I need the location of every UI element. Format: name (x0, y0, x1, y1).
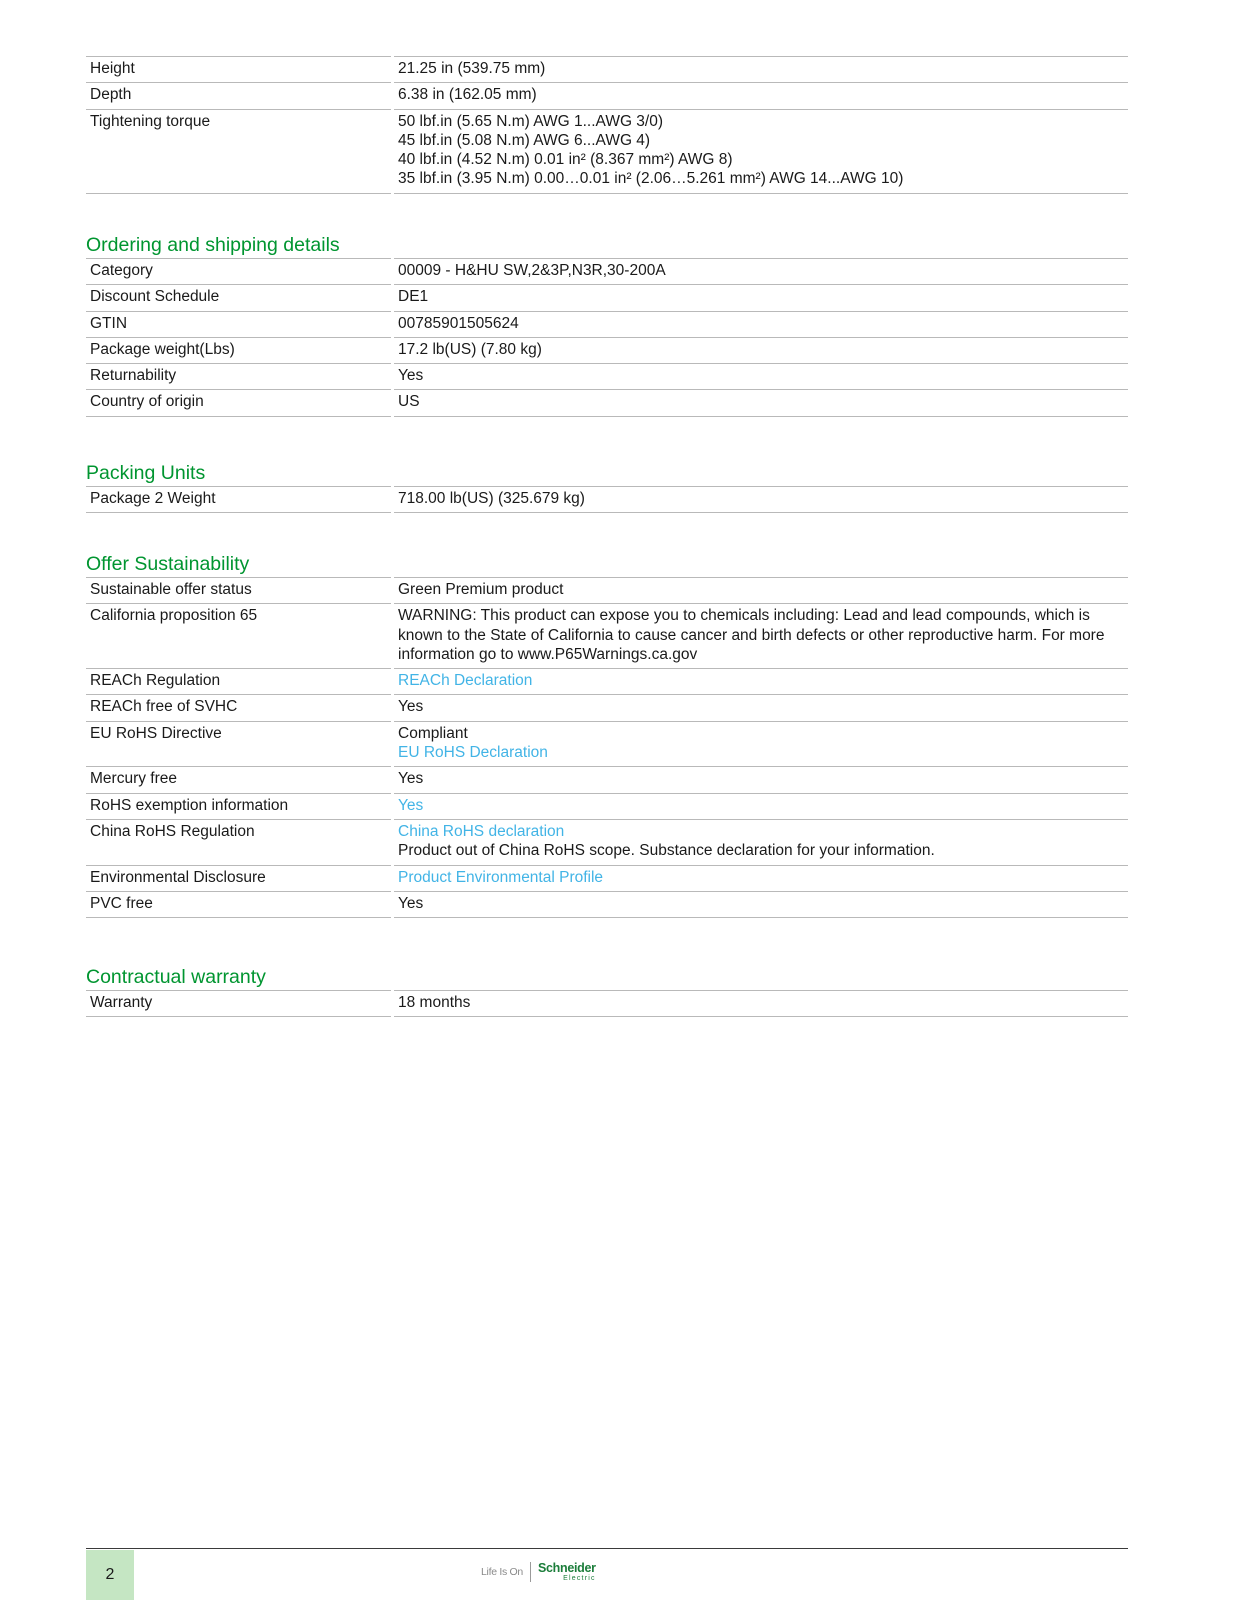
brand-tagline: Life Is On (481, 1566, 523, 1578)
warranty-section (86, 964, 1128, 1017)
packing-table (86, 486, 1128, 513)
spec-value-text: 21.25 in (539.75 mm) (398, 60, 546, 77)
spec-value (393, 83, 1129, 109)
spec-value-text: 17.2 lb(US) (7.80 kg) (398, 340, 542, 358)
spec-label: Package weight(Lbs) (86, 337, 393, 363)
spec-value (393, 819, 1129, 865)
spec-row-eu-rohs-directive (86, 721, 1128, 767)
schneider-logo-icon (538, 1562, 596, 1582)
spec-label: Mercury free (86, 767, 393, 793)
spec-value-link[interactable]: Product Environmental Profile (398, 868, 604, 886)
spec-value-text: 718.00 lb(US) (325.679 kg) (398, 490, 585, 507)
spec-value-text: US (398, 393, 420, 411)
spec-value-text: Yes (398, 894, 424, 912)
spec-row-sustainable-offer-status (86, 578, 1128, 604)
spec-label: Environmental Disclosure (86, 865, 393, 891)
spec-row-returnability (86, 364, 1128, 390)
spec-value-text: 6.38 in (162.05 mm) (398, 86, 537, 104)
sustainability-table (86, 577, 1128, 918)
spec-row-pvc-free (86, 891, 1128, 917)
spec-row-california-proposition-65 (86, 604, 1128, 669)
spec-label: REACh Regulation (86, 669, 393, 695)
spec-value-text: Yes (398, 770, 424, 788)
spec-value-text: 45 lbf.in (5.08 N.m) AWG 6...AWG 4) (398, 131, 651, 149)
spec-value-text: Yes (398, 367, 424, 385)
spec-row-discount-schedule (86, 285, 1128, 311)
spec-row-china-rohs-regulation (86, 819, 1128, 865)
ordering-section (86, 232, 1128, 417)
ordering-table (86, 258, 1128, 417)
spec-label: Warranty (86, 991, 393, 1017)
dimensions-table (86, 56, 1128, 194)
spec-label: Height (86, 57, 393, 83)
spec-value (393, 695, 1129, 721)
spec-row-environmental-disclosure (86, 865, 1128, 891)
ordering-section-title: Ordering and shipping details (86, 234, 340, 256)
spec-value-link[interactable]: Yes (398, 796, 424, 814)
spec-value (393, 793, 1129, 819)
spec-value (393, 259, 1129, 285)
dimensions-section (86, 56, 1128, 194)
spec-row-country-of-origin (86, 390, 1128, 416)
spec-row-package-2-weight (86, 487, 1128, 513)
spec-value (393, 865, 1129, 891)
spec-label: Tightening torque (86, 109, 393, 193)
spec-value-text: 35 lbf.in (3.95 N.m) 0.00…0.01 in² (2.06…5.261 mm²) AWG 14...AWG 10) (398, 170, 904, 188)
spec-row-category (86, 259, 1128, 285)
brand-separator (530, 1562, 531, 1582)
spec-row-gtin (86, 311, 1128, 337)
spec-value-text: 40 lbf.in (4.52 N.m) 0.01 in² (8.367 mm²) AWG 8) (398, 151, 733, 169)
spec-value-link[interactable]: China RoHS declaration (398, 822, 565, 840)
packing-section (86, 460, 1128, 513)
spec-label: GTIN (86, 311, 393, 337)
spec-value (393, 364, 1129, 390)
spec-value-text: Yes (398, 698, 424, 716)
spec-value-text: 18 months (398, 994, 471, 1011)
spec-value (393, 604, 1129, 669)
spec-label: REACh free of SVHC (86, 695, 393, 721)
spec-value-text: 50 lbf.in (5.65 N.m) AWG 1...AWG 3/0) (398, 112, 664, 130)
spec-row-warranty (86, 991, 1128, 1017)
brand-logo (481, 1559, 596, 1585)
spec-value (393, 721, 1129, 767)
brand-name: Schneider (537, 1561, 596, 1576)
spec-value-text: Compliant (398, 724, 468, 742)
footer-divider (86, 1548, 1128, 1549)
spec-value (393, 57, 1129, 83)
spec-label: Returnability (86, 364, 393, 390)
sustainability-section-title: Offer Sustainability (86, 553, 250, 575)
spec-value (393, 109, 1129, 193)
spec-label: Depth (86, 83, 393, 109)
spec-row-mercury-free (86, 767, 1128, 793)
spec-row-reach-free-of-svhc (86, 695, 1128, 721)
spec-label: Country of origin (86, 390, 393, 416)
spec-label: Discount Schedule (86, 285, 393, 311)
sustainability-section (86, 551, 1128, 918)
page-number-text: 2 (105, 1566, 115, 1583)
spec-value-text: WARNING: This product can expose you to chemicals including: Lead and lead compounds, which is known to the State of California to cause cancer and birth defects or other reproductive harm. For more information go to www.P65Warnings.ca.gov (398, 607, 1105, 663)
spec-label: China RoHS Regulation (86, 819, 393, 865)
spec-row-tightening-torque (86, 109, 1128, 193)
spec-row-rohs-exemption-information (86, 793, 1128, 819)
spec-value-link[interactable]: EU RoHS Declaration (398, 744, 548, 762)
spec-value-text: 00009 - H&HU SW,2&3P,N3R,30-200A (398, 262, 666, 279)
spec-value-text: Product out of China RoHS scope. Substance declaration for your information. (398, 842, 935, 860)
spec-value (393, 578, 1129, 604)
spec-value-text: Green Premium product (398, 581, 564, 598)
page-number (86, 1550, 134, 1600)
spec-value (393, 311, 1129, 337)
spec-label: Package 2 Weight (86, 487, 393, 513)
spec-value (393, 891, 1129, 917)
spec-label: PVC free (86, 891, 393, 917)
spec-row-reach-regulation (86, 669, 1128, 695)
spec-value (393, 390, 1129, 416)
spec-row-height (86, 57, 1128, 83)
spec-value-text: 00785901505624 (398, 314, 519, 332)
brand-subname: Electric (563, 1574, 596, 1582)
warranty-section-title: Contractual warranty (86, 966, 266, 988)
spec-value (393, 991, 1129, 1017)
spec-value (393, 669, 1129, 695)
spec-value (393, 337, 1129, 363)
spec-row-package-weight-lbs (86, 337, 1128, 363)
spec-label: California proposition 65 (86, 604, 393, 669)
spec-label: Category (86, 259, 393, 285)
spec-value (393, 767, 1129, 793)
spec-row-depth (86, 83, 1128, 109)
spec-label: EU RoHS Directive (86, 721, 393, 767)
spec-value-link[interactable]: REACh Declaration (398, 672, 533, 690)
spec-value (393, 285, 1129, 311)
packing-section-title: Packing Units (86, 462, 206, 484)
spec-label: Sustainable offer status (86, 578, 393, 604)
warranty-table (86, 990, 1128, 1017)
spec-value (393, 487, 1129, 513)
spec-label: RoHS exemption information (86, 793, 393, 819)
spec-value-text: DE1 (398, 288, 429, 306)
